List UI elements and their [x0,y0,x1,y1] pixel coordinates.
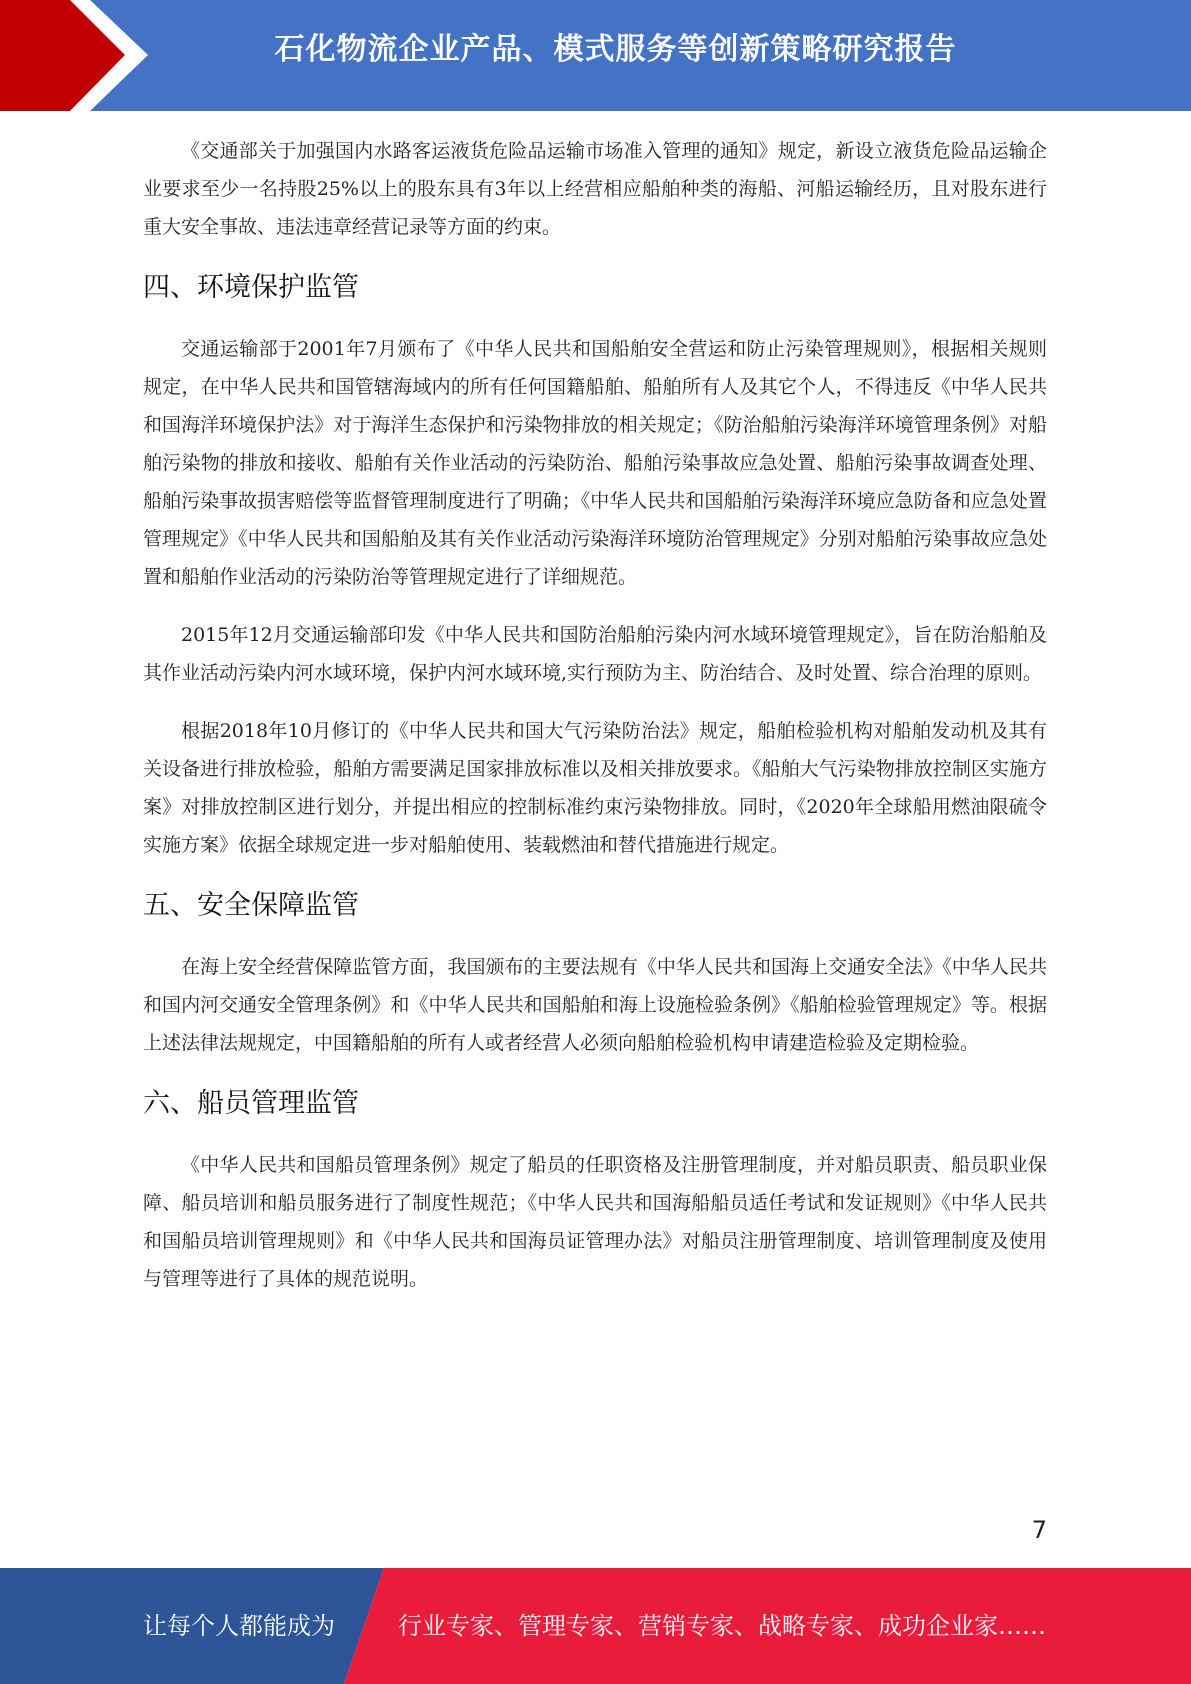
report-title: 石化物流企业产品、模式服务等创新策略研究报告 [274,32,957,67]
footer-slogan-right: 行业专家、管理专家、营销专家、战略专家、成功企业家…… [398,1612,1046,1640]
paragraph-pollution-rules: 交通运输部于2001年7月颁布了《中华人民共和国船舶安全营运和防止污染管理规则》，根据相关规则规定，在中华人民共和国管辖海域内的所有任何国籍船舶、船舶所有人及其它个人，不得违反《中华人民共和国海洋环境保护法》对于海洋生态保护和污染物排放的相关规定；《防治船舶污染海洋环境管理条例》对船舶污染物的排放和接收、船舶有关作业活动的污染防治、船舶污染事故应急处置、船舶污染事故调查处理、船舶污染事故损害赔偿等监督管理制度进行了明确；《中华人民共和国船舶污染海洋环境应急防备和应急处置管理规定》《中华人民共和国船舶及其有关作业活动污染海洋环境防治管理规定》分别对船舶污染事故应急处置和船舶作业活动的污染防治等管理规定进行了详细规范。 [143,338,1047,588]
paragraph-inland-water: 2015年12月交通运输部印发《中华人民共和国防治船舶污染内河水域环境管理规定》，旨在防治船舶及其作业活动污染内河水域环境，保护内河水域环境,实行预防为主、防治结合、及时处置、综合治理的原则。 [143,624,1047,684]
page-footer [0,1568,1191,1684]
footer-slogan-left: 让每个人都能成为 [143,1612,335,1640]
page-header [0,0,1191,111]
paragraph-air-pollution: 根据2018年10月修订的《中华人民共和国大气污染防治法》规定，船舶检验机构对船舶发动机及其有关设备进行排放检验，船舶方需要满足国家排放标准以及相关排放要求。《船舶大气污染物排放控制区实施方案》对排放控制区进行划分，并提出相应的控制标准约束污染物排放。同时，《2020年全球船用燃油限硫令实施方案》依据全球规定进一步对船舶使用、装载燃油和替代措施进行规定。 [143,720,1047,856]
paragraph-market-access: 《交通部关于加强国内水路客运液货危险品运输市场准入管理的通知》规定，新设立液货危险品运输企业要求至少一名持股25%以上的股东具有3年以上经营相应船舶种类的海船、河船运输经历，且对股东进行重大安全事故、违法违章经营记录等方面的约束。 [143,140,1047,238]
section-heading-safety-supervision: 五、安全保障监管 [143,890,359,921]
header-chevron-decoration [0,0,160,111]
section-heading-environmental-protection: 四、环境保护监管 [143,272,359,303]
page-content [143,132,1047,1298]
section-heading-crew-management: 六、船员管理监管 [143,1088,359,1119]
page-number: 7 [1031,1516,1047,1544]
paragraph-safety-regulations: 在海上安全经营保障监管方面，我国颁布的主要法规有《中华人民共和国海上交通安全法》《中华人民共和国内河交通安全管理条例》和《中华人民共和国船舶和海上设施检验条例》《船舶检验管理规定》等。根据上述法律法规规定，中国籍船舶的所有人或者经营人必须向船舶检验机构申请建造检验及定期检验。 [143,956,1047,1054]
paragraph-crew-regulations: 《中华人民共和国船员管理条例》规定了船员的任职资格及注册管理制度，并对船员职责、船员职业保障、船员培训和船员服务进行了制度性规范；《中华人民共和国海船船员适任考试和发证规则》《中华人民共和国船员培训管理规则》和《中华人民共和国海员证管理办法》对船员注册管理制度、培训管理制度及使用与管理等进行了具体的规范说明。 [143,1154,1047,1290]
